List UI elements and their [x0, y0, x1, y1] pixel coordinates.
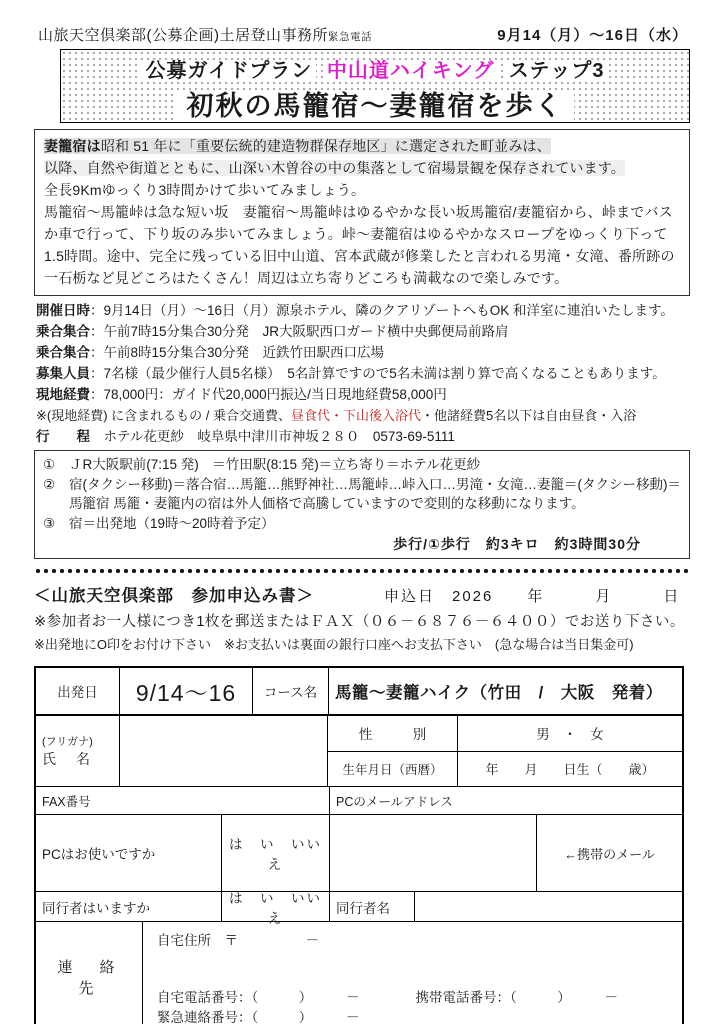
departure-date-label: 出発日	[36, 668, 120, 714]
expense-note-red: 昼食代・下山後入浴代	[291, 408, 422, 423]
itinerary-item-2: ② 宿(タクシー移動)＝落合宿…馬籠…熊野神社…馬籠峠…峠入口…男滝・女滝…妻籠＝(タクシー移動)＝馬籠宿 馬籠・妻籠内の宿は外人価格で高騰していますので変則的な移動になります。	[43, 475, 681, 514]
mobile-mail-input-area[interactable]	[330, 815, 537, 891]
pc-usage-choice[interactable]: は い いいえ	[222, 815, 330, 891]
name-label-cell	[36, 716, 120, 786]
event-details	[34, 300, 690, 447]
gender-choice[interactable]: 男 ・ 女	[536, 727, 604, 743]
itinerary-number-1: ①	[43, 457, 56, 472]
birthdate-label: 生年月日（西暦）	[328, 752, 458, 787]
birthdate-row	[328, 752, 682, 787]
companion-name-label: 同行者名	[330, 892, 415, 921]
intro-line1: 妻籠宿は昭和 51 年に「重要伝統的建造物群保存地区」に選定された町並みは、	[44, 138, 551, 154]
row-fax-email	[36, 787, 682, 815]
organizer-line	[38, 24, 372, 45]
application-note-fax: ※参加者お一人様につき1枚を郵送またはＦＡＸ（０６－６８７６－６４００）でお送り下さい。	[34, 614, 685, 630]
detail-row-schedule: 開催日時：9月14日（月）～16日（月）源泉ホテル、隣のクアリゾートへもOK 和洋室に連泊いたします。	[36, 303, 674, 318]
row-companion	[36, 890, 682, 926]
title-line1	[61, 54, 689, 83]
row-contact	[36, 922, 682, 1024]
intro-box	[34, 129, 690, 296]
expense-note: ※(現地経費) に含まれるもの / 乗合交通費、昼食代・下山後入浴代・他諸経費5名以下は自由昼食・入浴	[36, 408, 637, 423]
pc-email-field[interactable]: PCのメールアドレス	[336, 794, 453, 809]
mobile-mail-note: ←携帯のメール	[564, 846, 655, 862]
dotted-separator	[34, 568, 690, 574]
main-title: 初秋の馬籠宿～妻籠宿を歩く	[61, 84, 689, 123]
itinerary-item-3: ③ 宿＝出発地（19時～20時着予定）	[43, 514, 681, 534]
organizer-name: 山旅天空倶楽部(公募企画)土居登山事務所	[38, 27, 328, 44]
gender-label: 性 別	[328, 716, 458, 751]
plan-type-label: 公募ガイドプラン	[141, 60, 316, 82]
address-write-space[interactable]	[157, 949, 678, 986]
home-phone-field[interactable]: 自宅電話番号：（ ） －	[157, 990, 360, 1005]
detail-row-capacity: 募集人員：7名様（最少催行人員5名様） 5名計算ですので5名未満は割り算で高くなることもあります。	[36, 366, 666, 381]
route-row: 行 程 ホテル花更紗 岐阜県中津川市神坂２８０ 0573-69-5111	[36, 429, 455, 444]
gender-birth-block	[328, 716, 682, 786]
emergency-contact-field[interactable]: 緊急連絡番号：（ ） －	[157, 1010, 360, 1024]
companion-choice[interactable]: は い いいえ	[222, 892, 330, 921]
pc-usage-label: PCはお使いですか	[36, 815, 222, 891]
course-name-value: 馬籠～妻籠ハイク（竹田 / 大阪 発着）	[335, 684, 663, 702]
detail-row-meet-osaka: 乗合集合：午前7時15分集合30分発 JR大阪駅西口ガード横中央郵便局前路肩	[36, 324, 509, 339]
application-form-table	[34, 666, 684, 1024]
row-departure-course	[36, 668, 682, 716]
departure-date-value: 9/14～16	[120, 668, 253, 714]
emergency-phone-label: 緊急電話	[328, 31, 372, 43]
gender-row	[328, 716, 682, 752]
contact-detail-cell	[143, 922, 682, 1024]
application-note-payment: ※出発地にО印をお付け下さい ※お支払いは裏面の銀行口座へお支払下さい (急な場合は当日集金可)	[34, 637, 634, 652]
companion-name-input-area[interactable]	[415, 892, 682, 921]
detail-row-meet-takeda: 乗合集合：午前8時15分集合30分発 近鉄竹田駅西口広場	[36, 345, 385, 360]
title-box	[60, 49, 690, 123]
application-title: ＜山旅天空倶楽部 参加申込み書＞	[34, 587, 314, 605]
birthdate-input-area[interactable]: 年 月 日生（ 歳）	[485, 762, 655, 778]
phone-line	[157, 986, 678, 1006]
step-label: ステップ3	[505, 60, 609, 82]
itinerary-number-2: ②	[43, 476, 56, 492]
page-header	[34, 24, 690, 45]
intro-line3: 全長9Kmゆっくり3時間かけて歩いてみましょう。	[44, 182, 366, 198]
fax-number-field[interactable]: FAX番号	[36, 787, 330, 814]
application-heading-row	[34, 582, 690, 606]
furigana-label: (フリガナ)	[42, 736, 93, 748]
itinerary-box	[34, 450, 690, 559]
hotel-info: ホテル花更紗 岐阜県中津川市神坂２８０ 0573-69-5111	[103, 429, 455, 444]
contact-label: 連 絡 先	[36, 922, 143, 1024]
walk-summary: 歩行/①歩行 約3キロ 約3時間30分	[393, 536, 641, 552]
detail-row-cost: 現地経費：78,000円：ガイド代20,000円振込/当日現地経費58,000円	[36, 387, 447, 402]
itinerary-number-3: ③	[43, 515, 56, 531]
companion-label: 同行者はいますか	[36, 892, 222, 921]
event-dates: 9月14（月）～16日（水）	[497, 27, 688, 44]
name-input-area[interactable]	[120, 716, 328, 786]
name-label: 氏 名	[42, 751, 93, 767]
intro-line2: 以降、自然や街道とともに、山深い木曽谷の中の集落として宿場景観を保存されています。	[44, 160, 626, 176]
row-pc-usage	[36, 815, 682, 892]
row-name-gender	[36, 716, 682, 787]
application-date-line: 申込日 2026 年 月 日	[384, 588, 681, 605]
home-address-field[interactable]: 自宅住所 〒 －	[157, 933, 319, 948]
mobile-phone-field[interactable]: 携帯電話番号：（ ） －	[415, 990, 618, 1005]
itinerary-item-1: ① ＪR大阪駅前(7:15 発) ＝竹田駅(8:15 発)＝立ち寄り＝ホテル花更紗	[43, 455, 681, 475]
course-highlight-label: 中山道ハイキング	[323, 60, 498, 82]
intro-paragraph: 馬籠宿～馬籠峠は急な短い坂 妻籠宿～馬籠峠はゆるやかな長い坂馬籠宿/妻籠宿から、峠までバスか車で行って、下り坂のみ歩いてみましょう。峠～妻籠宿はゆるやかなスロープをゆっくり下って1.5時間。途中、完全に残っている旧中山道、宮本武蔵が修業したと言われる男滝・女滝、番所跡の一石栃など見どころはたくさん！周辺は立ち寄りどころも満載なので楽しみです。	[44, 204, 675, 286]
course-name-label: コース名	[253, 668, 329, 714]
